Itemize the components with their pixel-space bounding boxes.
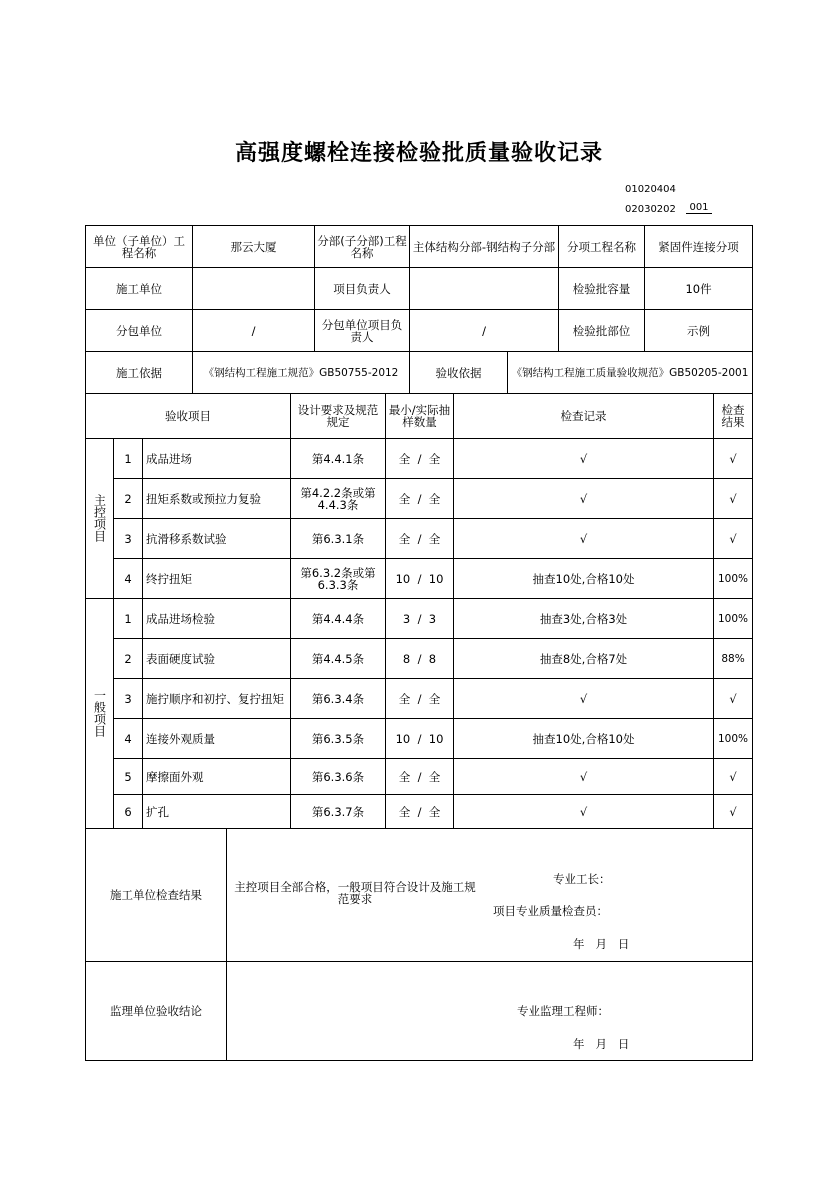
sample-min: 10 [395, 571, 411, 586]
serial-number: 001 [686, 202, 712, 214]
division-value[interactable]: 主体结构分部-钢结构子分部 [410, 226, 559, 268]
item-name: 连接外观质量 [143, 719, 291, 759]
sample-min: 全 [398, 769, 411, 784]
sub-pm-value[interactable]: / [410, 310, 559, 352]
contractor-value[interactable] [193, 268, 315, 310]
item-sample[interactable] [386, 639, 454, 679]
subitem-value[interactable]: 紧固件连接分项 [645, 226, 753, 268]
table-row [86, 679, 753, 719]
item-sample[interactable] [386, 599, 454, 639]
item-no: 2 [114, 479, 143, 519]
subitem-label: 分项工程名称 [559, 226, 645, 268]
form-code-1: 01020404 [625, 184, 676, 195]
main-group-label [86, 439, 114, 599]
sub-value[interactable]: / [193, 310, 315, 352]
item-record[interactable]: √ [454, 519, 714, 559]
page-title: 高强度螺栓连接检验批质量验收记录 [234, 140, 603, 166]
general-group-text: 一般项目 [92, 688, 107, 737]
pm-label: 项目负责人 [315, 268, 410, 310]
contractor-label: 施工单位 [86, 268, 193, 310]
item-sample[interactable] [386, 479, 454, 519]
location-label: 检验批部位 [559, 310, 645, 352]
basis-label: 施工依据 [86, 352, 193, 394]
item-name: 扩孔 [143, 795, 291, 829]
item-design: 第4.2.2条或第4.4.3条 [291, 479, 386, 519]
item-design: 第4.4.5条 [291, 639, 386, 679]
supervisor-engineer-label: 专业监理工程师： [517, 1004, 609, 1018]
item-design: 第6.3.4条 [291, 679, 386, 719]
item-name: 成品进场检验 [143, 599, 291, 639]
sub-pm-label: 分包单位项目负责人 [315, 310, 410, 352]
item-no: 1 [114, 599, 143, 639]
sample-slash: / [417, 571, 422, 586]
item-record[interactable]: √ [454, 795, 714, 829]
item-sample[interactable] [386, 559, 454, 599]
inspector-label: 项目专业质量检查员： [493, 904, 608, 918]
item-sample[interactable] [386, 519, 454, 559]
sample-actual: 全 [428, 804, 441, 819]
sample-min: 3 [402, 611, 411, 626]
table-row [86, 639, 753, 679]
col-result: 检查结果 [714, 394, 753, 439]
division-label: 分部(子分部)工程名称 [315, 226, 410, 268]
item-design: 第6.3.2条或第6.3.3条 [291, 559, 386, 599]
item-sample[interactable] [386, 759, 454, 795]
table-row [86, 439, 753, 479]
sample-slash: / [417, 451, 422, 466]
capacity-label: 检验批容量 [559, 268, 645, 310]
foreman-label: 专业工长： [553, 872, 611, 886]
table-row [86, 599, 753, 639]
table-row [86, 519, 753, 559]
sample-min: 8 [402, 651, 411, 666]
item-name: 施拧顺序和初拧、复拧扭矩 [143, 679, 291, 719]
sample-slash: / [417, 651, 422, 666]
item-no: 3 [114, 519, 143, 559]
item-record[interactable]: √ [454, 479, 714, 519]
contractor-date: 年 月 日 [573, 937, 630, 951]
col-record: 检查记录 [454, 394, 714, 439]
sample-slash: / [417, 691, 422, 706]
item-design: 第6.3.1条 [291, 519, 386, 559]
items-table [85, 393, 753, 829]
sample-min: 全 [398, 691, 411, 706]
item-result[interactable]: 88% [714, 639, 753, 679]
item-result[interactable]: √ [714, 759, 753, 795]
item-sample[interactable] [386, 679, 454, 719]
item-result[interactable]: 100% [714, 559, 753, 599]
acceptance-label: 验收依据 [410, 352, 508, 394]
unit-label: 单位（子单位）工程名称 [86, 226, 193, 268]
table-row [86, 795, 753, 829]
sample-min: 10 [395, 731, 411, 746]
supervisor-date: 年 月 日 [573, 1037, 630, 1051]
supervisor-result-cell[interactable] [227, 962, 753, 1061]
sample-slash: / [417, 731, 422, 746]
form-code-2: 02030202 [625, 204, 676, 215]
item-sample[interactable] [386, 439, 454, 479]
item-record[interactable]: 抽查3处,合格3处 [454, 599, 714, 639]
column-header-row [86, 394, 753, 439]
item-design: 第4.4.1条 [291, 439, 386, 479]
sample-actual: 8 [428, 651, 437, 666]
sample-slash: / [417, 769, 422, 784]
item-result[interactable]: √ [714, 479, 753, 519]
col-item: 验收项目 [86, 394, 291, 439]
item-no: 1 [114, 439, 143, 479]
table-row [86, 559, 753, 599]
sample-slash: / [417, 491, 422, 506]
item-record[interactable]: 抽查10处,合格10处 [454, 559, 714, 599]
sample-actual: 全 [428, 491, 441, 506]
table-row [86, 719, 753, 759]
sample-actual: 全 [428, 769, 441, 784]
sample-min: 全 [398, 451, 411, 466]
sample-min: 全 [398, 491, 411, 506]
item-name: 成品进场 [143, 439, 291, 479]
sample-slash: / [417, 611, 422, 626]
item-no: 2 [114, 639, 143, 679]
sample-actual: 全 [428, 691, 441, 706]
item-result[interactable]: 100% [714, 719, 753, 759]
item-sample[interactable] [386, 795, 454, 829]
sample-slash: / [417, 531, 422, 546]
col-sample: 最小/实际抽样数量 [386, 394, 454, 439]
item-result[interactable]: √ [714, 795, 753, 829]
item-name: 终拧扭矩 [143, 559, 291, 599]
contractor-result-text: 主控项目全部合格，一般项目符合设计及施工规范要求 [234, 880, 476, 906]
sample-min: 全 [398, 531, 411, 546]
sample-slash: / [417, 804, 422, 819]
item-record[interactable]: 抽查10处,合格10处 [454, 719, 714, 759]
item-design: 第6.3.5条 [291, 719, 386, 759]
location-value[interactable]: 示例 [645, 310, 753, 352]
sample-actual: 3 [428, 611, 437, 626]
item-design: 第6.3.7条 [291, 795, 386, 829]
item-design: 第6.3.6条 [291, 759, 386, 795]
item-no: 3 [114, 679, 143, 719]
item-name: 摩擦面外观 [143, 759, 291, 795]
item-record[interactable]: √ [454, 759, 714, 795]
sample-actual: 全 [428, 531, 441, 546]
item-no: 6 [114, 795, 143, 829]
item-no: 5 [114, 759, 143, 795]
sample-actual: 10 [428, 731, 444, 746]
table-row [86, 759, 753, 795]
supervisor-result-label: 监理单位验收结论 [86, 962, 227, 1061]
sample-actual: 10 [428, 571, 444, 586]
signature-table [85, 828, 753, 1061]
item-no: 4 [114, 559, 143, 599]
item-record[interactable]: 抽查8处,合格7处 [454, 639, 714, 679]
acceptance-value[interactable]: 《钢结构工程施工质量验收规范》GB50205-2001 [508, 352, 753, 394]
item-name: 表面硬度试验 [143, 639, 291, 679]
item-design: 第4.4.4条 [291, 599, 386, 639]
sample-min: 全 [398, 804, 411, 819]
item-result[interactable]: 100% [714, 599, 753, 639]
pm-value[interactable] [410, 268, 559, 310]
table-row [86, 479, 753, 519]
item-result[interactable]: √ [714, 679, 753, 719]
header-table [85, 225, 753, 394]
unit-value[interactable]: 那云大厦 [193, 226, 315, 268]
contractor-result-cell[interactable] [227, 829, 753, 962]
item-result[interactable]: √ [714, 519, 753, 559]
general-group-label [86, 599, 114, 829]
contractor-result-label: 施工单位检查结果 [86, 829, 227, 962]
item-record[interactable]: √ [454, 679, 714, 719]
col-design: 设计要求及规范规定 [291, 394, 386, 439]
capacity-value[interactable]: 10件 [645, 268, 753, 310]
main-group-text: 主控项目 [92, 493, 107, 542]
item-sample[interactable] [386, 719, 454, 759]
item-no: 4 [114, 719, 143, 759]
item-record[interactable]: √ [454, 439, 714, 479]
basis-value[interactable]: 《钢结构工程施工规范》GB50755-2012 [193, 352, 410, 394]
item-result[interactable]: √ [714, 439, 753, 479]
sub-label: 分包单位 [86, 310, 193, 352]
item-name: 扭矩系数或预拉力复验 [143, 479, 291, 519]
item-name: 抗滑移系数试验 [143, 519, 291, 559]
sample-actual: 全 [428, 451, 441, 466]
